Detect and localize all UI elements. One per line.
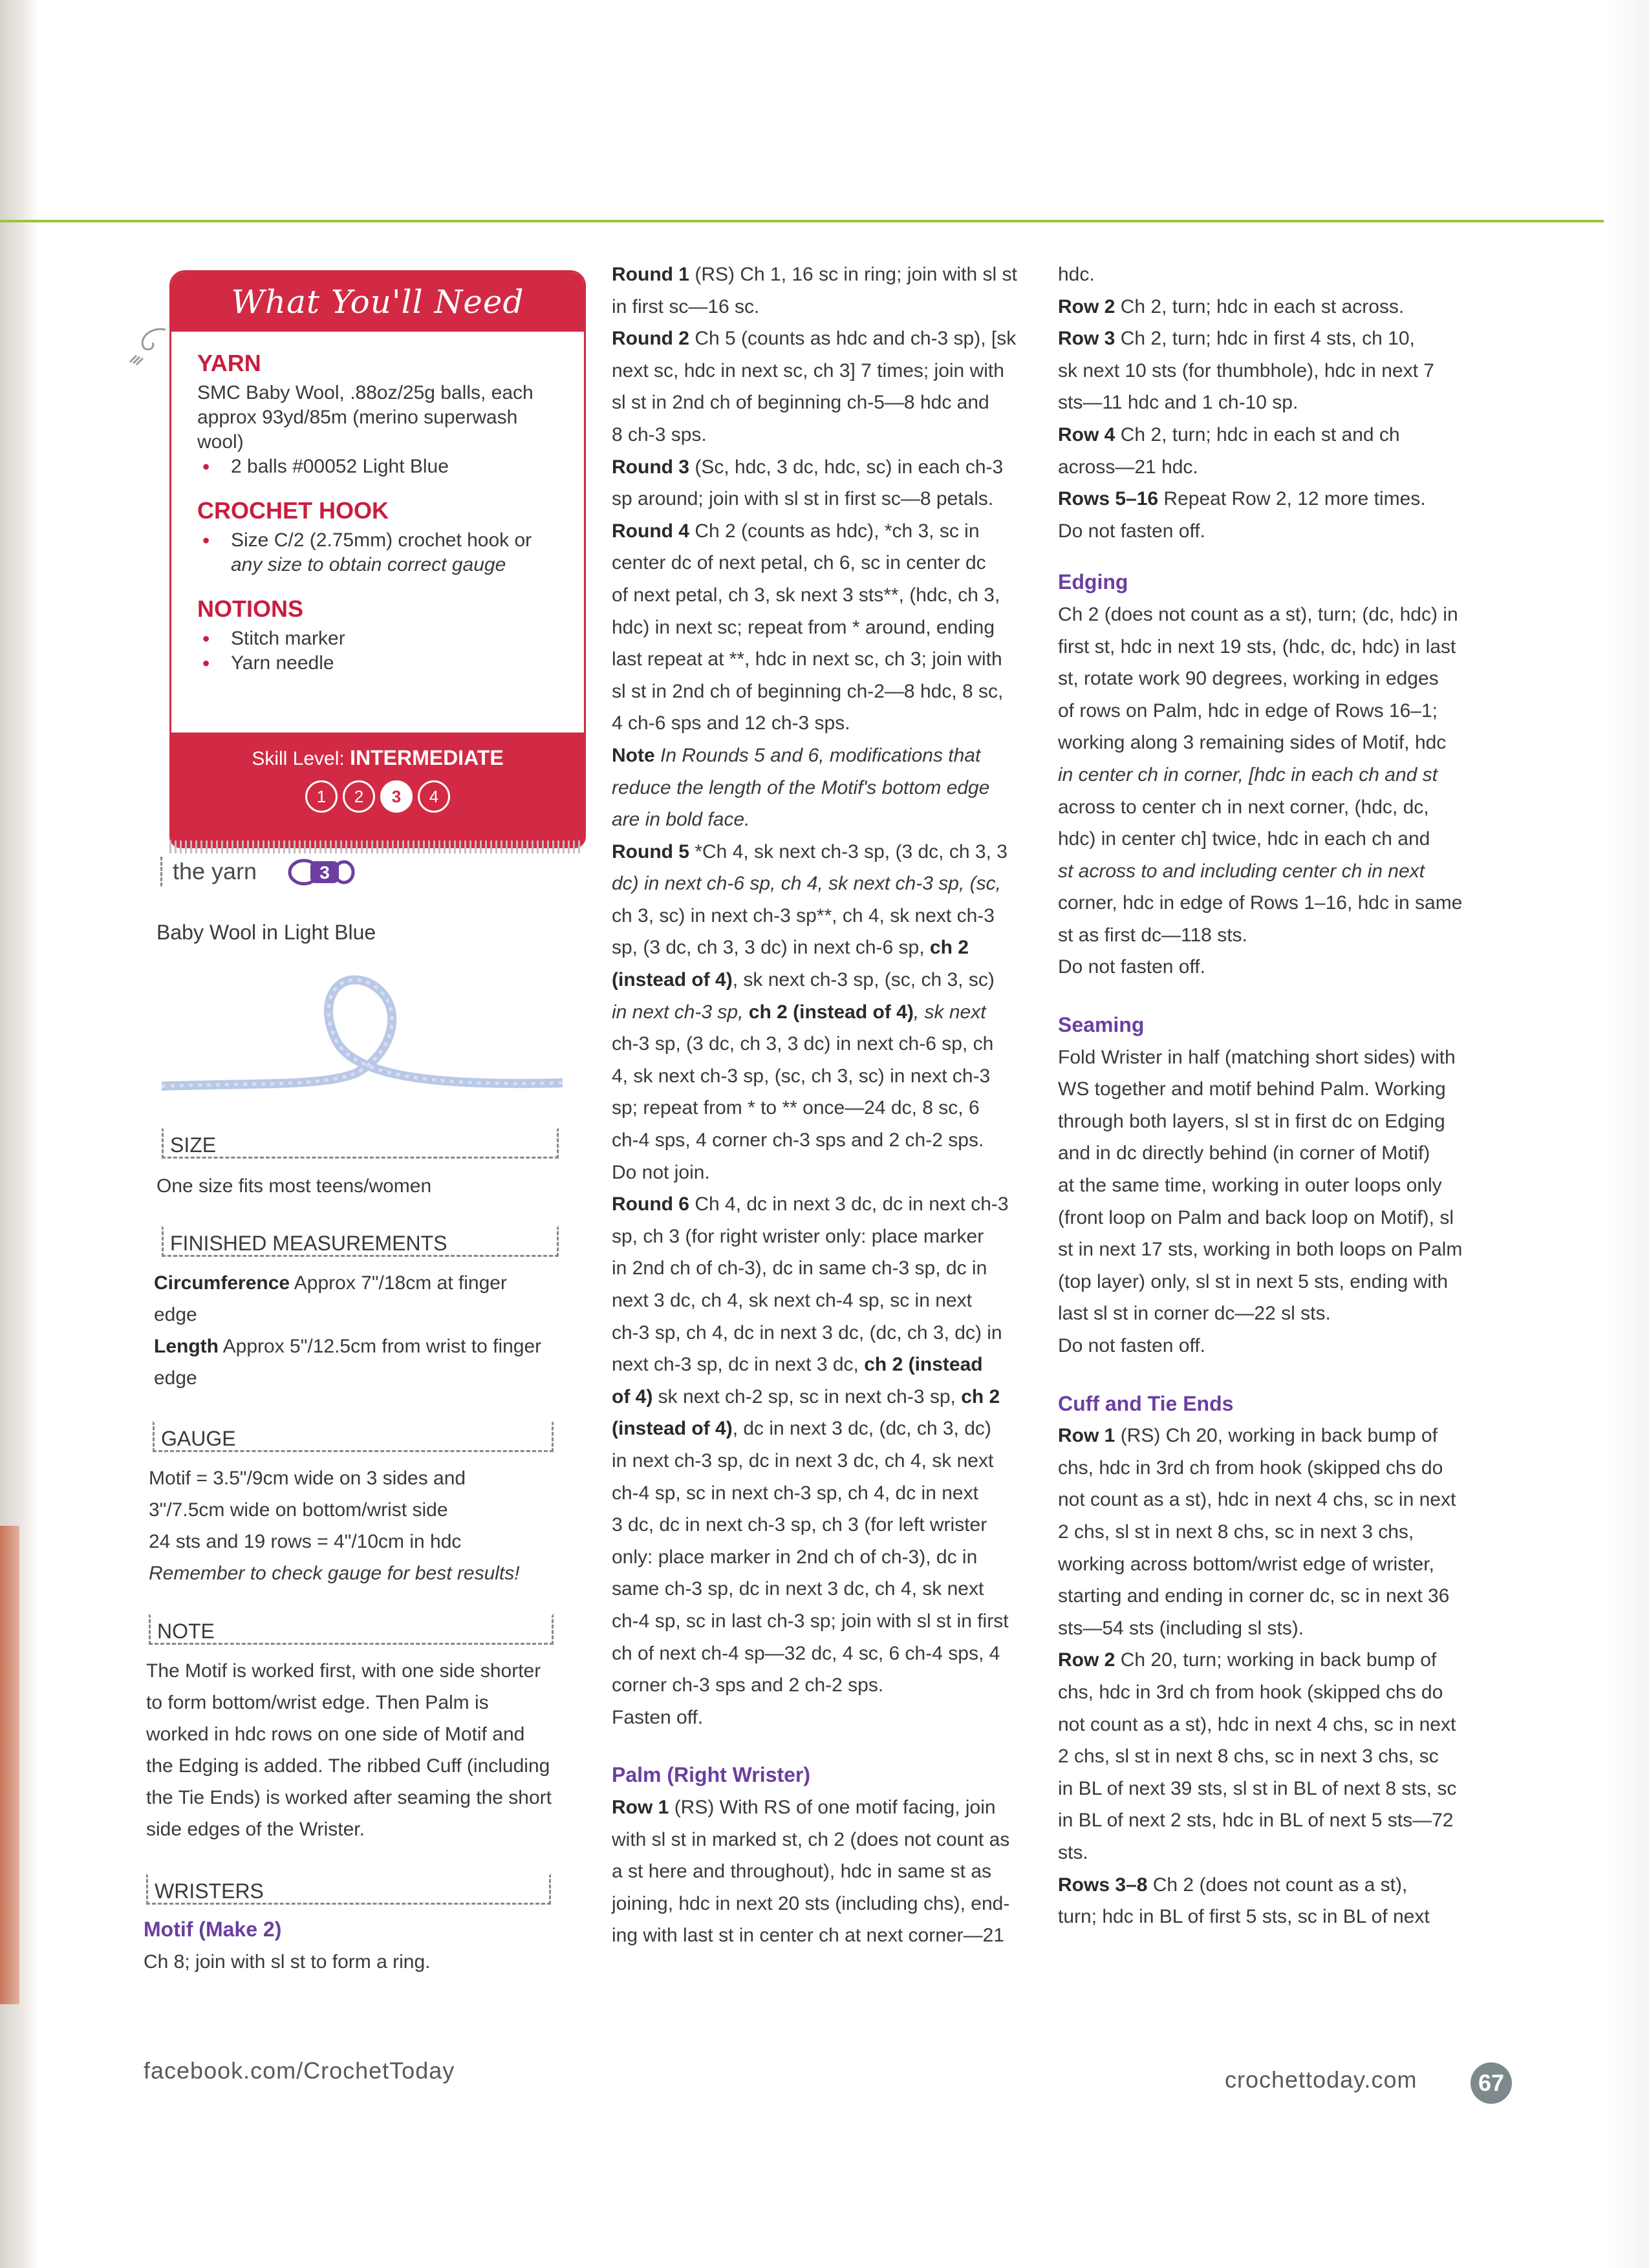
- motif-section: [144, 1914, 557, 1978]
- c2-line: reduce the length of the Motif's bottom edge: [612, 776, 990, 798]
- skill-circle: 2: [343, 780, 375, 813]
- skill-circle: 1: [305, 780, 338, 813]
- c2-line: in 2nd ch of ch-3), dc in same ch-3 sp, dc in: [612, 1257, 987, 1279]
- c3-line: in BL of next 39 sts, sl st in BL of next 8 sts, sc: [1058, 1777, 1457, 1799]
- c3-line: Row 4 Ch 2, turn; hdc in each st and ch: [1058, 423, 1400, 445]
- c3-line: not count as a st), hdc in next 4 chs, sc in next: [1058, 1489, 1456, 1511]
- the-yarn-label: the yarn: [160, 857, 257, 886]
- c3-line: 2 chs, sl st in next 8 chs, sc in next 3 chs,: [1058, 1521, 1414, 1543]
- gauge-line: 3"/7.5cm wide on bottom/wrist side: [149, 1499, 448, 1521]
- c2-line: (instead of 4), sk next ch-3 sp, (sc, ch 3, sc): [612, 969, 995, 991]
- c3-line: at the same time, working in outer loops only: [1058, 1175, 1442, 1197]
- c2-line: only: place marker in 2nd ch of ch-3), dc in: [612, 1546, 978, 1568]
- c2-line: of next petal, ch 3, sk next 3 sts**, (hdc, ch 3,: [612, 584, 1000, 606]
- circumference-label: Circumference: [154, 1272, 290, 1294]
- c2-line: hdc) in next sc; repeat from * around, ending: [612, 616, 995, 638]
- hook-gauge-note: any size to obtain correct gauge: [231, 554, 506, 575]
- c3-line: Rows 5–16 Repeat Row 2, 12 more times.: [1058, 488, 1426, 510]
- circumference-value-cont: edge: [154, 1304, 197, 1325]
- c2-line: Round 1 (RS) Ch 1, 16 sc in ring; join with sl st: [612, 264, 1017, 285]
- c3-line: corner, hdc in edge of Rows 1–16, hdc in same: [1058, 892, 1463, 914]
- c2-line: Round 2 Ch 5 (counts as hdc and ch-3 sp), [sk: [612, 328, 1017, 350]
- note-heading: NOTE: [149, 1614, 554, 1645]
- c3-line: of rows on Palm, hdc in edge of Rows 16–1;: [1058, 700, 1438, 722]
- c2-line: in next ch-3 sp, ch 2 (instead of 4), sk next: [612, 1001, 986, 1023]
- yarn-strand-image: [162, 963, 563, 1106]
- c3-line: st, rotate work 90 degrees, working in edges: [1058, 668, 1439, 690]
- size-heading: SIZE: [162, 1128, 559, 1159]
- c2-line: 4 ch-6 sps and 12 ch-3 sps.: [612, 712, 850, 734]
- c3-line: sts—11 hdc and 1 ch-10 sp.: [1058, 392, 1299, 414]
- c2-line: same ch-3 sp, dc in next 3 dc, ch 4, sk next: [612, 1578, 984, 1600]
- length-value-cont: edge: [154, 1367, 197, 1389]
- box-zigzag-edge: [169, 840, 582, 853]
- length-value: Approx 5"/12.5cm from wrist to finger: [218, 1336, 542, 1357]
- c2-line: 3 dc, dc in next ch-3 sp, ch 3 (for left wrister: [612, 1514, 987, 1536]
- c2-line: Row 1 (RS) With RS of one motif facing, join: [612, 1796, 996, 1818]
- c3-line: working across bottom/wrist edge of wrister,: [1058, 1553, 1434, 1575]
- c3-line: sts—54 sts (including sl sts).: [1058, 1617, 1304, 1639]
- c3-line: Do not fasten off.: [1058, 1335, 1205, 1356]
- notions-title: NOTIONS: [197, 595, 304, 622]
- c2-line: sp, ch 3 (for right wrister only: place marker: [612, 1225, 984, 1247]
- note-line: the Tie Ends) is worked after seaming the short: [146, 1787, 552, 1808]
- c3-line: sts.: [1058, 1841, 1088, 1863]
- c2-line: Round 6 Ch 4, dc in next 3 dc, dc in next ch-3: [612, 1193, 1009, 1215]
- motif-text: Ch 8; join with sl st to form a ring.: [144, 1951, 431, 1973]
- c2-line: sl st in 2nd ch of beginning ch-2—8 hdc, 8 sc,: [612, 680, 1004, 702]
- c2-line: in first sc—16 sc.: [612, 295, 760, 317]
- gauge-line: Motif = 3.5"/9cm wide on 3 sides and: [149, 1468, 466, 1489]
- gauge-reminder: Remember to check gauge for best results!: [149, 1563, 520, 1584]
- c3-line: sk next 10 sts (for thumbhole), hdc in next 7: [1058, 359, 1434, 381]
- c2-line: ch of next ch-4 sp—32 dc, 4 sc, 6 ch-4 sps, 4: [612, 1642, 1000, 1664]
- swirl-decoration-icon: [127, 323, 172, 369]
- c2-line: last repeat at **, hdc in next sc, ch 3; join with: [612, 648, 1002, 670]
- c2-line: sp; repeat from * to ** once—24 dc, 8 sc, 6: [612, 1097, 980, 1119]
- c2-line: in next ch-3 sp, dc in next 3 dc, ch 4, sk next: [612, 1450, 994, 1471]
- edging-heading: Edging: [1058, 570, 1128, 594]
- c3-line: Row 2 Ch 2, turn; hdc in each st across.: [1058, 295, 1405, 317]
- c3-line: Ch 2 (does not count as a st), turn; (dc, hdc) in: [1058, 603, 1458, 625]
- measurements-heading: FINISHED MEASUREMENTS: [162, 1226, 559, 1257]
- c3-line: WS together and motif behind Palm. Working: [1058, 1078, 1446, 1100]
- c2-line: ing with last st in center ch at next corner—21: [612, 1925, 1004, 1947]
- measurements-text: [154, 1267, 568, 1394]
- palm-heading: Palm (Right Wrister): [612, 1763, 810, 1787]
- length-label: Length: [154, 1336, 219, 1357]
- c2-line: (instead of 4), dc in next 3 dc, (dc, ch 3, dc): [612, 1418, 991, 1440]
- c3-line: working along 3 remaining sides of Motif, hdc: [1058, 732, 1447, 754]
- skill-level-bar: [171, 733, 584, 846]
- seaming-heading: Seaming: [1058, 1013, 1145, 1037]
- c3-line: and in dc directly behind (in corner of Motif): [1058, 1142, 1430, 1164]
- c3-line: in center ch in corner, [hdc in each ch and st: [1058, 764, 1438, 786]
- footer-site-link[interactable]: crochettoday.com: [1225, 2066, 1417, 2093]
- yarn-desc: SMC Baby Wool, .88oz/25g balls, each approx 93yd/85m (merino superwash wool): [197, 382, 534, 453]
- note-line: the Edging is added. The ribbed Cuff (including: [146, 1755, 550, 1777]
- c3-line: turn; hdc in BL of first 5 sts, sc in BL of next: [1058, 1906, 1430, 1928]
- hook-title: CROCHET HOOK: [197, 497, 389, 524]
- c2-line: Note In Rounds 5 and 6, modifications that: [612, 744, 981, 766]
- wristers-heading: WRISTERS: [146, 1874, 551, 1905]
- notion-item: • Stitch marker: [197, 626, 559, 651]
- c3-line: Fold Wrister in half (matching short sides) with: [1058, 1046, 1456, 1068]
- hook-bullet: [197, 528, 559, 577]
- c3-line: st in next 17 sts, working in both loops on Palm: [1058, 1239, 1463, 1261]
- c2-line: sp around; join with sl st in first sc—8 petals.: [612, 488, 994, 510]
- facing-page-edge: [0, 1526, 19, 2004]
- yarn-weight-number: 3: [319, 862, 330, 883]
- c2-line: ch-4 sp, sc in last ch-3 sp; join with sl st in first: [612, 1610, 1009, 1632]
- circumference-value: Approx 7"/18cm at finger: [290, 1272, 507, 1294]
- c2-line: with sl st in marked st, ch 2 (does not count as: [612, 1828, 1010, 1850]
- c2-line: ch 3, sc) in next ch-3 sp**, ch 4, sk next ch-3: [612, 904, 995, 926]
- instructions-column-3: [1058, 259, 1472, 1933]
- c3-line: across to center ch in next corner, (hdc, dc,: [1058, 796, 1429, 818]
- right-edge: [1610, 0, 1649, 2268]
- note-line: to form bottom/wrist edge. Then Palm is: [146, 1692, 489, 1713]
- yarn-title: YARN: [197, 350, 261, 376]
- c3-line: through both layers, sl st in first dc on Edging: [1058, 1110, 1445, 1132]
- c2-line: dc) in next ch-6 sp, ch 4, sk next ch-3 sp, (sc,: [612, 873, 1001, 895]
- c3-line: hdc) in center ch] twice, hdc in each ch and: [1058, 828, 1430, 850]
- need-box-body: [197, 345, 559, 676]
- skill-circle-active: 3: [380, 780, 413, 813]
- skill-value: INTERMEDIATE: [350, 746, 504, 769]
- c2-line: next 3 dc, ch 4, sk next ch-4 sp, sc in next: [612, 1290, 972, 1311]
- gauge-text: [149, 1462, 563, 1589]
- c3-line: starting and ending in corner dc, sc in next 36: [1058, 1585, 1450, 1607]
- c3-line: hdc.: [1058, 264, 1095, 285]
- c3-line: last sl st in corner dc—22 sl sts.: [1058, 1303, 1331, 1325]
- c3-line: in BL of next 2 sts, hdc in BL of next 5 sts—72: [1058, 1810, 1454, 1832]
- c3-line: (top layer) only, sl st in next 5 sts, ending with: [1058, 1270, 1449, 1292]
- c2-line: of 4) sk next ch-2 sp, sc in next ch-3 sp, ch 2: [612, 1385, 1000, 1407]
- c2-line: ch-4 sp, sc in next ch-3 sp, ch 4, dc in next: [612, 1482, 978, 1504]
- yarn-bullet: • 2 balls #00052 Light Blue: [197, 455, 559, 479]
- page-number: 67: [1471, 2062, 1512, 2104]
- c2-line: 8 ch-3 sps.: [612, 423, 707, 445]
- c2-line: Round 4 Ch 2 (counts as hdc), *ch 3, sc in: [612, 520, 980, 542]
- c2-line: joining, hdc in next 20 sts (including chs), end-: [612, 1892, 1010, 1914]
- c2-line: next sc, hdc in next sc, ch 3] 7 times; join with: [612, 359, 1004, 381]
- c3-line: chs, hdc in 3rd ch from hook (skipped chs do: [1058, 1457, 1443, 1479]
- cuff-heading: Cuff and Tie Ends: [1058, 1391, 1234, 1415]
- c3-line: (front loop on Palm and back loop on Motif), sl: [1058, 1206, 1454, 1228]
- c2-line: Round 5 *Ch 4, sk next ch-3 sp, (3 dc, ch 3, 3: [612, 840, 1008, 862]
- c2-line: are in bold face.: [612, 809, 750, 831]
- c3-line: st across to and including center ch in next: [1058, 860, 1425, 882]
- note-text: [146, 1655, 560, 1845]
- c2-line: a st here and throughout), hdc in same st as: [612, 1861, 992, 1883]
- c2-line: sl st in 2nd ch of beginning ch-5—8 hdc and: [612, 392, 989, 414]
- c3-line: st as first dc—118 sts.: [1058, 924, 1247, 946]
- skill-level-text: [171, 733, 584, 770]
- note-line: side edges of the Wrister.: [146, 1819, 365, 1840]
- yarn-name: Baby Wool in Light Blue: [156, 921, 376, 944]
- what-youll-need-box: [169, 270, 586, 848]
- footer-facebook-link[interactable]: facebook.com/CrochetToday: [144, 2057, 455, 2084]
- note-line: The Motif is worked first, with one side shorter: [146, 1660, 541, 1682]
- c2-line: sp, (3 dc, ch 3, 3 dc) in next ch-6 sp, ch 2: [612, 937, 969, 959]
- c2-line: 4, sk next ch-3 sp, (sc, ch 3, sc) in next ch-3: [612, 1065, 991, 1087]
- c3-line: Do not fasten off.: [1058, 520, 1205, 542]
- instructions-column-2: [612, 259, 1051, 1952]
- c3-line: Do not fasten off.: [1058, 956, 1205, 978]
- c3-line: 2 chs, sl st in next 8 chs, sc in next 3 chs, sc: [1058, 1746, 1439, 1768]
- gauge-heading: GAUGE: [153, 1421, 554, 1452]
- notion-item: • Yarn needle: [197, 651, 559, 676]
- c2-line: center dc of next petal, ch 6, sc in center dc: [612, 552, 986, 574]
- hook-size: Size C/2 (2.75mm) crochet hook or: [231, 530, 532, 551]
- c3-line: first st, hdc in next 19 sts, (hdc, dc, hdc) in last: [1058, 636, 1456, 658]
- c2-line: ch-3 sp, ch 4, dc in next 3 dc, (dc, ch 3, dc) in: [612, 1321, 1002, 1343]
- c2-line: Fasten off.: [612, 1706, 704, 1728]
- c2-line: Do not join.: [612, 1161, 710, 1183]
- c3-line: Row 1 (RS) Ch 20, working in back bump of: [1058, 1425, 1438, 1447]
- c2-line: ch-4 sps, 4 corner ch-3 sps and 2 ch-2 sps.: [612, 1129, 984, 1151]
- c2-line: next ch-3 sp, dc in next 3 dc, ch 2 (instead: [612, 1354, 983, 1376]
- skill-label: Skill Level:: [252, 748, 345, 769]
- c3-line: chs, hdc in 3rd ch from hook (skipped chs do: [1058, 1681, 1443, 1703]
- need-box-title: What You'll Need: [171, 272, 584, 332]
- c3-line: across—21 hdc.: [1058, 456, 1198, 478]
- c2-line: ch-3 sp, (3 dc, ch 3, 3 dc) in next ch-6 sp, ch: [612, 1033, 994, 1055]
- skill-level-circles: [171, 780, 584, 813]
- note-line: worked in hdc rows on one side of Motif and: [146, 1724, 525, 1745]
- gauge-line: 24 sts and 19 rows = 4"/10cm in hdc: [149, 1531, 462, 1552]
- skill-circle: 4: [418, 780, 450, 813]
- c2-line: Round 3 (Sc, hdc, 3 dc, hdc, sc) in each ch-3: [612, 456, 1004, 478]
- motif-heading: Motif (Make 2): [144, 1918, 282, 1941]
- size-text: One size fits most teens/women: [156, 1175, 432, 1197]
- c3-line: not count as a st), hdc in next 4 chs, sc in next: [1058, 1713, 1456, 1735]
- c3-line: Rows 3–8 Ch 2 (does not count as a st),: [1058, 1874, 1408, 1896]
- c2-line: corner ch-3 sps and 2 ch-2 sps.: [612, 1674, 884, 1696]
- yarn-weight-icon: [285, 857, 356, 887]
- c3-line: Row 3 Ch 2, turn; hdc in first 4 sts, ch 10,: [1058, 328, 1415, 350]
- header-rule: [0, 220, 1604, 222]
- c3-line: Row 2 Ch 20, turn; working in back bump of: [1058, 1649, 1437, 1671]
